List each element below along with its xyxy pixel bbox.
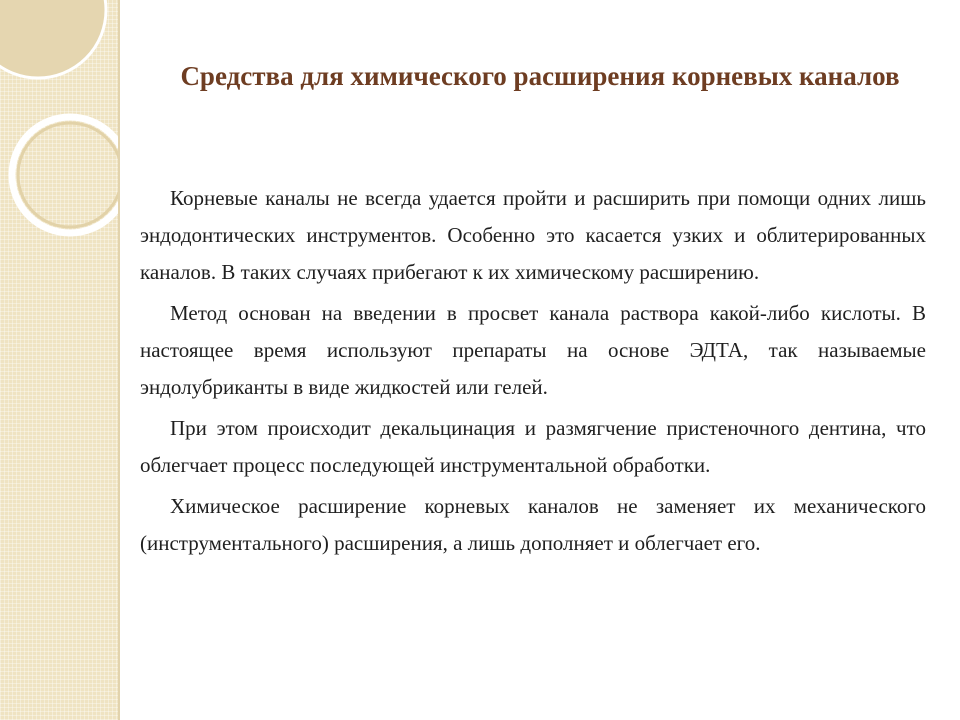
slide-title: Средства для химического расширения корневых каналов — [180, 61, 900, 91]
decorative-ring-inner — [18, 123, 118, 227]
decorative-circles — [0, 0, 118, 720]
paragraph-1: Корневые каналы не всегда удается пройти и расширить при помощи одних лишь эндодонтических инструментов. Особенно это касается узких и облитерированных каналов. В таких случаях прибегают к их химическому расширению. — [140, 186, 926, 284]
slide-body — [140, 180, 926, 566]
paragraph-3: При этом происходит декальцинация и размягчение пристеночного дентина, что облегчает процесс последующей инструментальной обработки. — [140, 416, 926, 477]
decorative-circle-top — [0, 0, 106, 78]
side-band-edge — [118, 0, 120, 720]
paragraph-2: Метод основан на введении в просвет канала раствора какой-либо кислоты. В настоящее время используют препараты на основе ЭДТА, так называемые эндолубриканты в виде жидкостей или гелей. — [140, 301, 926, 399]
decorative-side-band — [0, 0, 118, 720]
paragraph-4: Химическое расширение корневых каналов не заменяет их механического (инструментального) расширения, а лишь дополняет и облегчает его. — [140, 494, 926, 555]
